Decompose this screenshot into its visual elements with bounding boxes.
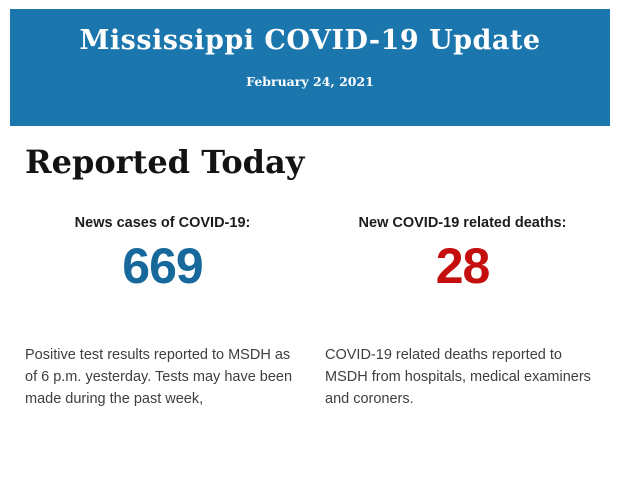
- stat-card-new-deaths: [325, 213, 600, 410]
- header-date: February 24, 2021: [246, 74, 374, 89]
- stat-card-new-cases: [25, 213, 300, 410]
- new-deaths-description: COVID-19 related deaths reported to MSDH from hospitals, medical examiners and coroners.: [325, 347, 591, 407]
- new-deaths-label: New COVID-19 related deaths:: [358, 215, 567, 231]
- page-title: Mississippi COVID-19 Update: [79, 25, 541, 56]
- new-cases-label: News cases of COVID-19:: [74, 215, 251, 231]
- new-deaths-value: 28: [435, 238, 490, 294]
- new-cases-description: Positive test results reported to MSDH as of 6 p.m. yesterday. Tests may have been made during the past week,: [25, 347, 293, 407]
- section-title: Reported Today: [25, 143, 305, 181]
- header-banner: [10, 9, 610, 126]
- new-cases-value: 669: [122, 238, 203, 294]
- stats-columns: [25, 213, 595, 410]
- main-content: [0, 143, 620, 410]
